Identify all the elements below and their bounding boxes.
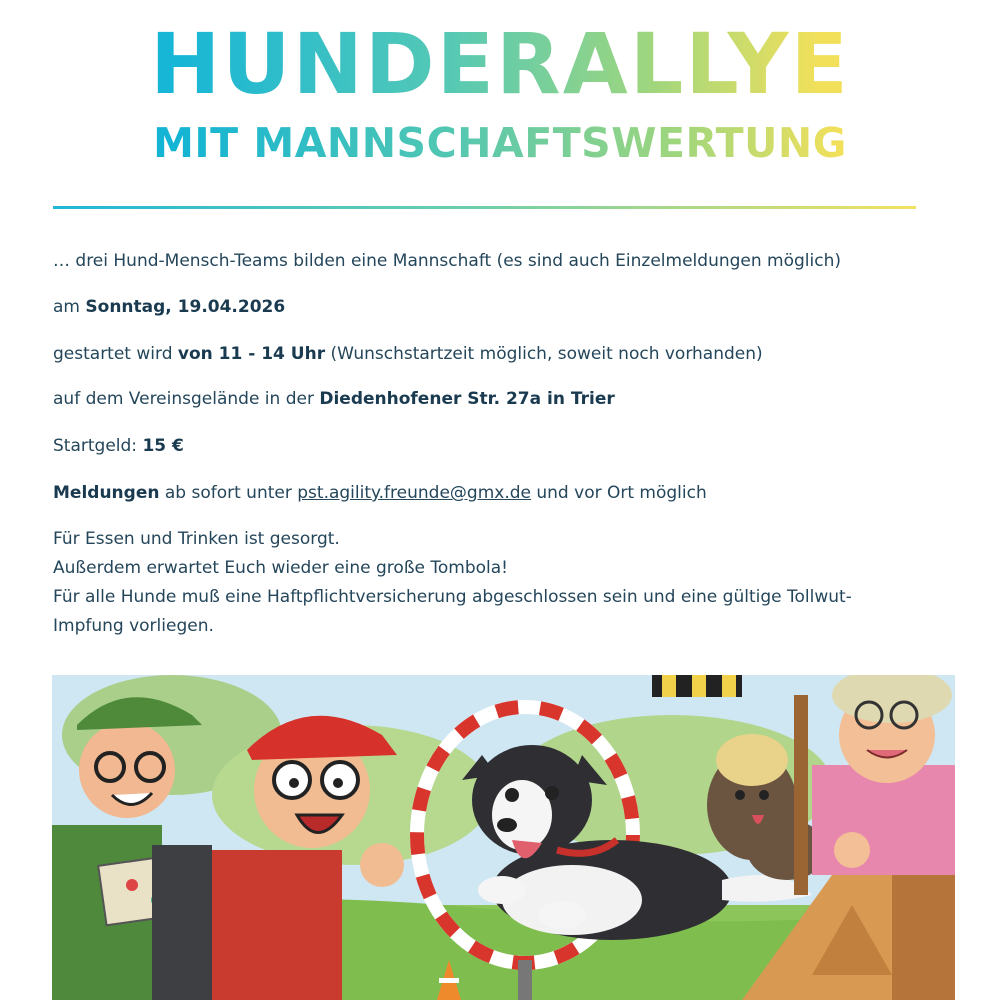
registration-line <box>53 479 953 507</box>
date-value: Sonntag, 19.04.2026 <box>85 297 286 317</box>
date-line <box>53 293 953 321</box>
teams-text: … drei Hund-Mensch-Teams bilden eine Mannschaft (es sind auch Einzelmeldungen möglich) <box>53 251 841 271</box>
registration-email-link[interactable]: pst.agility.freunde@gmx.de <box>297 483 531 503</box>
info-line-vaccination: Impfung vorliegen. <box>53 616 214 636</box>
fee-line <box>53 432 953 460</box>
divider-line <box>53 206 916 209</box>
start-value: von 11 - 14 Uhr <box>177 344 326 364</box>
dog-agility-cartoon-icon <box>52 675 955 1000</box>
info-line-tombola: Außerdem erwartet Euch wieder eine große Tombola! <box>53 558 508 578</box>
place-line <box>53 385 953 413</box>
start-prefix: gestartet wird <box>53 344 178 364</box>
registration-mid: ab sofort unter <box>159 483 298 503</box>
agility-illustration <box>52 675 955 1000</box>
date-prefix: am <box>53 297 86 317</box>
start-suffix: (Wunschstartzeit möglich, soweit noch vorhanden) <box>325 344 763 364</box>
page-title: HUNDERALLYE <box>0 14 1000 114</box>
info-line-insurance: Für alle Hunde muß eine Haftpflichtversicherung abgeschlossen sein und eine gültige Tollwut- <box>53 587 852 607</box>
page-subtitle: MIT MANNSCHAFTSWERTUNG <box>0 118 1000 168</box>
place-prefix: auf dem Vereinsgelände in der <box>53 389 320 409</box>
teams-line <box>53 247 953 275</box>
fee-prefix: Startgeld: <box>53 436 143 456</box>
registration-suffix: und vor Ort möglich <box>530 483 707 503</box>
info-line-food: Für Essen und Trinken ist gesorgt. <box>53 529 340 549</box>
registration-label: Meldungen <box>53 483 160 503</box>
start-line <box>53 340 953 368</box>
info-paragraph <box>53 525 933 641</box>
fee-value: 15 € <box>142 436 184 456</box>
place-value: Diedenhofener Str. 27a in Trier <box>319 389 615 409</box>
